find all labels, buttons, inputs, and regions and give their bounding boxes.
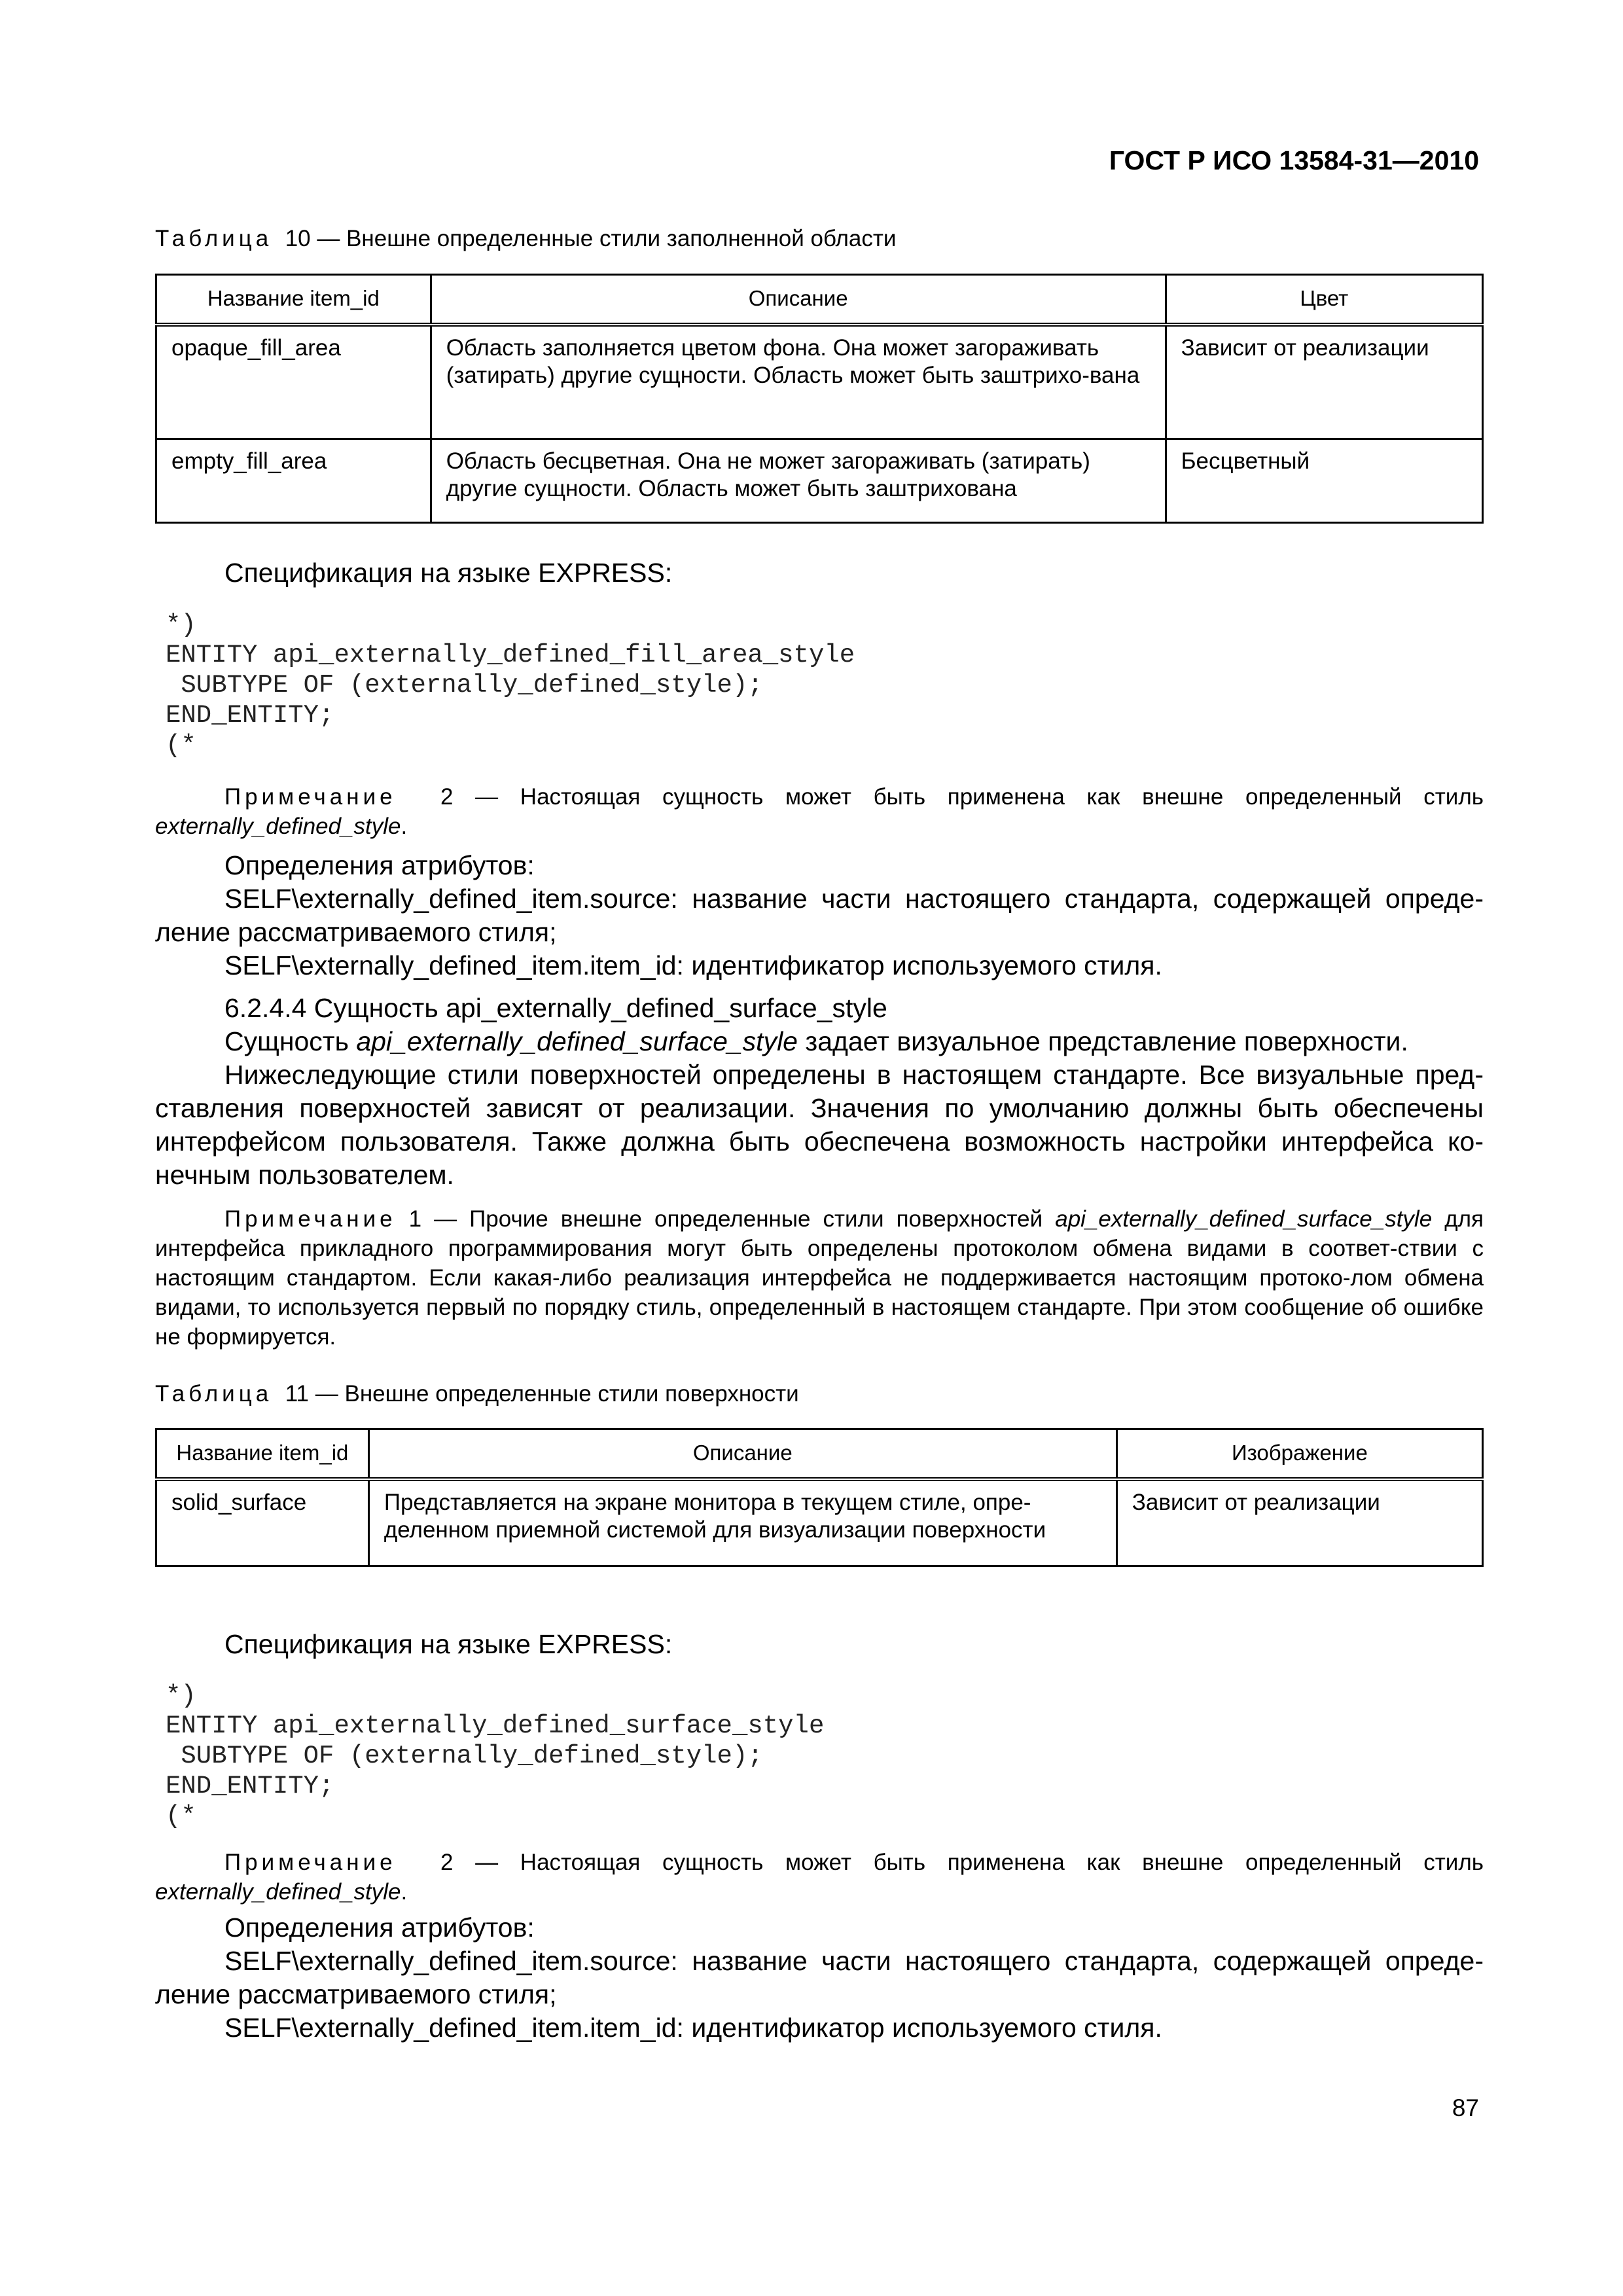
note-entity: externally_defined_style [155,814,401,839]
attribute-definitions [155,1911,1484,2045]
attr-heading: Определения атрибутов: [224,1912,535,1943]
note-label: Примечание [224,1206,397,1232]
table-row [156,1479,1483,1566]
code-line: ENTITY api_externally_defined_surface_style [166,1712,825,1740]
code-line: END_ENTITY; [166,701,334,730]
table10-caption-text: 10 — Внешне определенные стили заполненной области [285,226,897,251]
table-cell: Область заполняется цветом фона. Она может загораживать (затирать) другие сущности. Область может быть заштрихо-вана [431,325,1166,439]
table10-header-cell: Описание [431,275,1166,325]
attr-heading: Определения атрибутов: [224,850,535,880]
intro-entity: api_externally_defined_surface_style [356,1026,798,1056]
table11-header-cell: Название item_id [156,1429,369,1480]
note-prefix: 1 — Прочие внешне определенные стили поверхностей [408,1206,1056,1232]
table11 [155,1428,1484,1567]
note-paragraph [155,1848,1484,1907]
clause-heading: 6.2.4.4 Сущность api_externally_defined_surface_style [224,993,887,1023]
table10-header-cell: Цвет [1166,275,1482,325]
note-entity: externally_defined_style [155,1879,401,1905]
table10-caption-label: Таблица [155,226,273,251]
note-end: . [401,1879,408,1905]
clause-intro [155,1025,1484,1058]
table11-header-cell: Изображение [1116,1429,1482,1480]
code-line: (* [166,1802,196,1831]
clause-paragraph: Нижеследующие стили поверхностей определены в настоящем стандарте. Все визуальные пред-ставления поверхностей зависят от реализации. Значения по умолчанию должны быть обеспечены интерфейсом пользователя. Также должна быть обеспечена возможность настройки интерфейса ко-нечным пользователем. [155,1060,1484,1190]
code-line: (* [166,731,196,760]
attr-item-id: SELF\externally_defined_item.item_id: идентификатор используемого стиля. [224,950,1162,980]
table-cell: opaque_fill_area [156,325,431,439]
spec-label: Спецификация на языке EXPRESS: [224,1629,673,1659]
note-paragraph [155,1204,1484,1352]
clause-body [155,992,1484,1192]
table-cell: solid_surface [156,1479,369,1566]
table11-header-row [156,1429,1483,1480]
table-cell: Область бесцветная. Она не может загораживать (затирать) другие сущности. Область может быть заштрихована [431,439,1166,522]
intro-suffix: задает визуальное представление поверхности. [798,1026,1408,1056]
note-entity: api_externally_defined_surface_style [1055,1206,1433,1232]
code-line: SUBTYPE OF (externally_defined_style); [166,1742,763,1770]
table-row [156,439,1483,522]
attr-source: SELF\externally_defined_item.source: название части настоящего стандарта, содержащей опреде-ление рассматриваемого стиля; [155,1946,1484,2009]
code-line: END_ENTITY; [166,1772,334,1801]
table10-header-cell: Название item_id [156,275,431,325]
note-end: . [401,814,408,839]
attribute-definitions [155,849,1484,982]
note-paragraph [155,782,1484,841]
document-standard-header: ГОСТ Р ИСО 13584-31—2010 [1109,145,1479,175]
express-code-block [166,1681,824,1831]
table-row [156,325,1483,439]
page-number: 87 [1452,2094,1479,2121]
table10 [155,274,1484,524]
code-line: *) [166,1681,196,1710]
note-rest: для интерфейса прикладного программирования могут быть определены протоколом обмена видами в соответ-ствии с настоящим стандартом. Если какая-либо реализация интерфейса не поддерживается настоящим протоко-лом обмена видами, то используется первый по порядку стиль, определенный в настоящем стандарте. При этом сообщение об ошибке не формируется. [155,1206,1484,1350]
code-line: *) [166,611,196,639]
code-line: ENTITY api_externally_defined_fill_area_style [166,641,855,670]
note-text: 2 — Настоящая сущность может быть применена как внешне определенный стиль [440,784,1484,810]
table-cell: empty_fill_area [156,439,431,522]
table-cell: Зависит от реализации [1166,325,1482,439]
table-cell: Зависит от реализации [1116,1479,1482,1566]
code-line: SUBTYPE OF (externally_defined_style); [166,671,763,700]
table11-caption-label: Таблица [155,1381,273,1407]
intro-prefix: Сущность [224,1026,357,1056]
table-cell: Представляется на экране монитора в текущем стиле, опре-деленном приемной системой для визуализации поверхности [368,1479,1116,1566]
table11-caption [155,1381,799,1407]
table11-header-cell: Описание [368,1429,1116,1480]
attr-item-id: SELF\externally_defined_item.item_id: идентификатор используемого стиля. [224,2013,1162,2043]
express-code-block [166,610,855,761]
table10-header-row [156,275,1483,325]
note-label: Примечание [224,1850,397,1875]
attr-source: SELF\externally_defined_item.source: название части настоящего стандарта, содержащей опреде-ление рассматриваемого стиля; [155,884,1484,947]
table11-caption-text: 11 — Внешне определенные стили поверхности [285,1381,799,1407]
note-text: 2 — Настоящая сущность может быть применена как внешне определенный стиль [440,1850,1484,1875]
spec-label: Спецификация на языке EXPRESS: [224,558,673,588]
note-label: Примечание [224,784,397,810]
table-cell: Бесцветный [1166,439,1482,522]
table10-caption [155,226,896,252]
